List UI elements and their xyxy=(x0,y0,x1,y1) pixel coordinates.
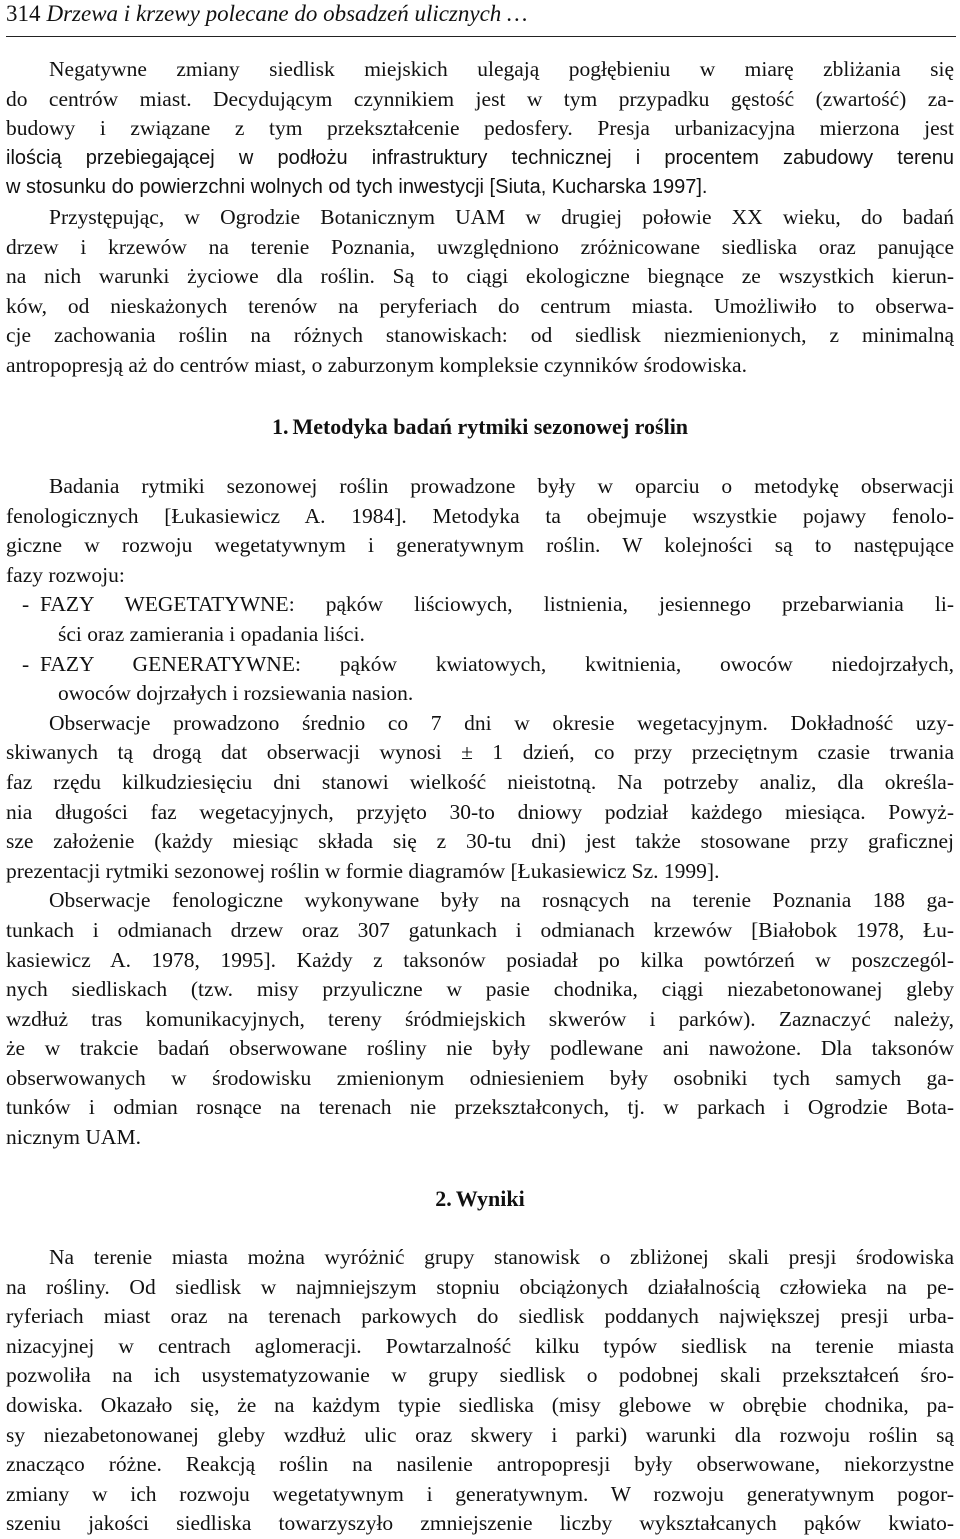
list-item-continuation: ści oraz zamierania i opadania liści. xyxy=(58,621,365,646)
text-line: znacząco różne. Reakcją roślin na nasilenie antropopresji były obserwowane, niekorzystne xyxy=(6,1452,954,1477)
text-line: prezentacji rytmiki sezonowej roślin w formie diagramów [Łukasiewicz Sz. 1999]. xyxy=(6,858,720,883)
text-line: fenologicznych [Łukasiewicz A. 1984]. Metodyka ta obejmuje wszystkie pojawy fenolo- xyxy=(6,503,954,528)
text-line: antropopresją aż do centrów miast, o zaburzonym kompleksie czynników środowiska. xyxy=(6,352,747,377)
list-item-text: FAZY GENERATYWNE: pąków kwiatowych, kwitnienia, owoców niedojrzałych, xyxy=(40,651,954,676)
section-title: Metodyka badań rytmiki sezonowej roślin xyxy=(292,414,689,439)
text-line: nicznym UAM. xyxy=(6,1125,141,1150)
text-line: Przystępując, w Ogrodzie Botanicznym UAM w drugiej połowie XX wieku, do badań xyxy=(49,204,954,229)
list-dash: - xyxy=(22,651,30,676)
section-number: 1. xyxy=(271,414,289,439)
section-1-body xyxy=(6,472,954,1153)
section-number: 2. xyxy=(435,1186,452,1211)
text-line: nizacyjnej w centrach aglomeracji. Powtarzalność kilku typów siedlisk na terenie miasta xyxy=(6,1333,954,1358)
text-line: nia długości faz wegetacyjnych, przyjęto 30-to dniowy podział każdego miesiąca. Powyż- xyxy=(6,799,954,824)
text-line: Negatywne zmiany siedlisk miejskich ulegają pogłębieniu w miarę zbliżania się xyxy=(49,57,954,81)
text-line: w stosunku do powierzchni wolnych od tych inwestycji [Siuta, Kucharska 1997]. xyxy=(6,176,708,199)
section-heading-1 xyxy=(0,412,960,442)
list-item xyxy=(6,590,954,620)
text-line: skiwanych tą drogą dat obserwacji wynosi ± 1 dzień, co przy przeciętnym czasie trwania xyxy=(6,740,954,765)
list-dash: - xyxy=(22,592,30,617)
text-line: tunków i odmian rosnące na terenach nie przekształconych, tj. w parkach i Ogrodzie Bota- xyxy=(6,1095,954,1120)
text-line: zmiany w ich rozwoju wegetatywnym i generatywnym. W rozwoju generatywnym pogor- xyxy=(6,1481,954,1506)
text-line: faz rzędu kilkudziesięciu dni stanowi wielkość nieistotną. Na potrzeby analiz, dla określa- xyxy=(6,769,954,794)
text-line: pozwoliła na ich usystematyzowanie w grupy siedlisk o podobnej skali przekształceń śro- xyxy=(6,1363,954,1388)
text-line: Obserwacje prowadzono średnio co 7 dni w okresie wegetacyjnym. Dokładność uzy- xyxy=(49,710,954,735)
text-line: sze założenie (każdy miesiąc składa się z 30-tu dni) jest także stosowane przy graficznej xyxy=(6,829,954,854)
section-title: Wyniki xyxy=(455,1186,525,1211)
intro-paragraphs xyxy=(6,55,954,381)
page-number: 314 xyxy=(6,1,41,26)
text-line: obserwowanych w środowisku zmienionym odniesieniem były osobniki tych samych ga- xyxy=(6,1065,954,1090)
text-line: na nich warunki życiowe dla roślin. Są to ciągi ekologiczne biegnące ze wszystkich kierun- xyxy=(6,264,954,289)
list-item-text: FAZY WEGETATYWNE: pąków liściowych, listnienia, jesiennego przebarwiania li- xyxy=(40,592,954,617)
text-line: sy niezabetonowanej gleby wzdłuż ulic oraz skwery i parki) warunki dla rozwoju roślin są xyxy=(6,1422,954,1447)
text-line: Badania rytmiki sezonowej roślin prowadzone były w oparciu o metodykę obserwacji xyxy=(49,474,954,498)
text-line: na rośliny. Od siedlisk w najmniejszym stopniu obciążonych działalnością człowieka na pe- xyxy=(6,1274,954,1299)
text-line: tunkach i odmianach drzew oraz 307 gatunkach i odmianach krzewów [Białobok 1978, Łu- xyxy=(6,917,954,942)
section-heading-2 xyxy=(0,1184,960,1214)
text-line: nych siedliskach (tzw. misy przyuliczne w pasie chodnika, ciągi niezabetonowanej gleby xyxy=(6,977,954,1002)
text-line: drzew i krzewów na terenie Poznania, uwzględniono zróżnicowane siedliska oraz panujące xyxy=(6,234,954,259)
text-line: do centrów miast. Decydującym czynnikiem jest w tym przypadku gęstość (zwartość) za- xyxy=(6,86,954,111)
running-title: Drzewa i krzewy polecane do obsadzeń ulicznych … xyxy=(46,1,528,26)
list-item xyxy=(6,650,954,680)
text-line: ryferiach miast oraz na terenach parkowych do siedlisk poddanych największej presji urba- xyxy=(6,1304,954,1329)
text-line: Na terenie miasta można wyróżnić grupy stanowisk o zbliżonej skali presji środowiska xyxy=(49,1245,954,1269)
text-line: że w trakcie badań obserwowane rośliny nie były podlewane ani nawożone. Dla taksonów xyxy=(6,1036,954,1061)
text-line: Obserwacje fenologiczne wykonywane były na rosnących na terenie Poznania 188 ga- xyxy=(49,888,954,913)
list-item-continuation: owoców dojrzałych i rozsiewania nasion. xyxy=(58,681,414,706)
text-line: ków, od nieskażonych terenów na peryferiach do centrum miasta. Umożliwiło to obserwa- xyxy=(6,293,954,318)
text-line: kasiewicz A. 1978, 1995]. Każdy z taksonów posiadał po kilka powtórzeń w poszczegól- xyxy=(6,947,954,972)
text-line: giczne w rozwoju wegetatywnym i generatywnym roślin. W kolejności są to następujące xyxy=(6,533,954,558)
text-line: fazy rozwoju: xyxy=(6,562,125,587)
text-line: budowy i związane z tym przekształcenie pedosfery. Presja urbanizacyjna mierzona jest xyxy=(6,116,954,141)
text-line: szeniu jakości siedliska towarzyszyło zmniejszenie liczby wykształcanych pąków kwiato- xyxy=(6,1511,954,1536)
text-line: ilością przebiegającej w podłożu infrastruktury technicznej i procentem zabudowy terenu xyxy=(6,146,954,169)
running-header xyxy=(6,0,956,37)
text-line: dowiska. Okazało się, że na każdym typie siedliska (misy glebowe w obrębie chodnika, pa- xyxy=(6,1392,954,1417)
section-2-body xyxy=(6,1243,954,1539)
text-line: cje zachowania roślin na różnych stanowiskach: od siedlisk niezmienionych, z minimalną xyxy=(6,323,954,348)
text-line: wzdłuż tras komunikacyjnych, tereny śródmiejskich skwerów i parków). Zaznaczyć należy, xyxy=(6,1006,954,1031)
